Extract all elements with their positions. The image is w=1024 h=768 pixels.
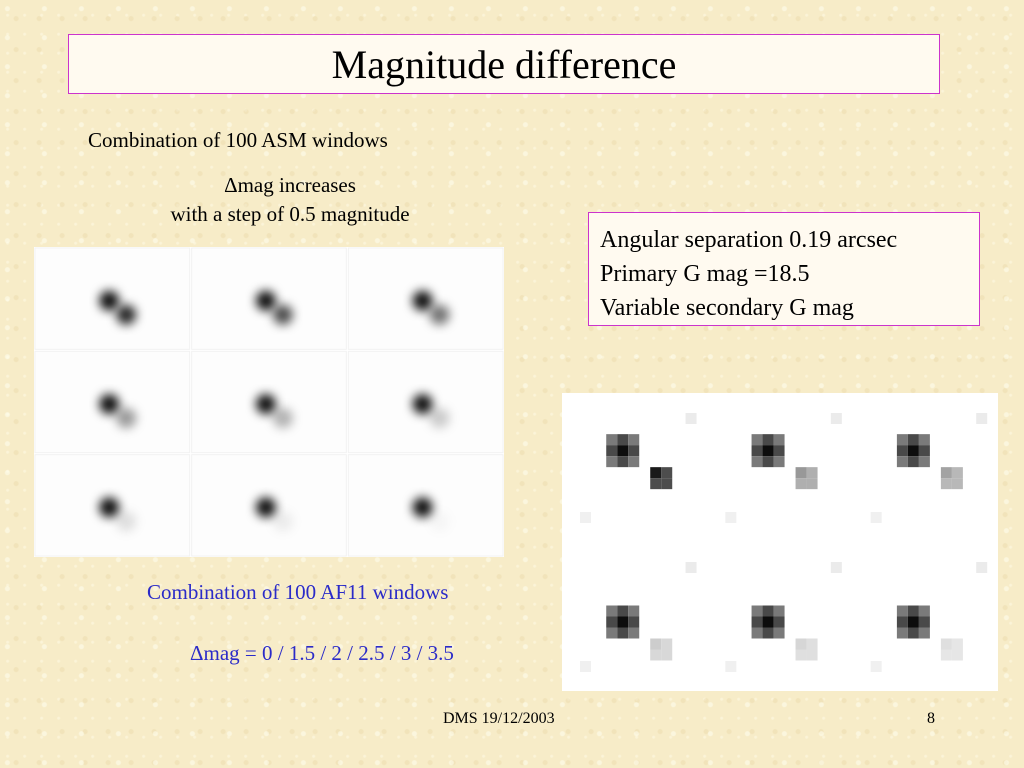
af-secondary-pixel — [807, 478, 818, 489]
af-primary-pixel — [763, 445, 774, 456]
af-primary-pixel — [617, 434, 628, 445]
af-secondary-pixel — [941, 478, 952, 489]
asm-subtitle: Combination of 100 ASM windows — [88, 128, 388, 152]
af-primary-pixel — [617, 617, 628, 628]
af11-delta-mag-values: Δmag = 0 / 1.5 / 2 / 2.5 / 3 / 3.5 — [190, 641, 454, 665]
asm-secondary-star — [273, 408, 293, 428]
af-primary-pixel — [919, 434, 930, 445]
af-primary-pixel — [897, 606, 908, 617]
af-primary-pixel — [606, 456, 617, 467]
asm-primary-star — [413, 291, 433, 311]
asm-secondary-star — [273, 305, 293, 325]
af-primary-pixel — [908, 628, 919, 639]
af-primary-pixel — [897, 617, 908, 628]
af-primary-pixel — [763, 628, 774, 639]
af-noise-pixel — [686, 413, 697, 424]
af-noise-pixel — [871, 512, 882, 523]
af-primary-pixel — [919, 456, 930, 467]
af-noise-pixel — [831, 413, 842, 424]
asm-secondary-star — [116, 511, 136, 531]
af-primary-pixel — [763, 434, 774, 445]
af-primary-pixel — [919, 617, 930, 628]
asm-primary-star — [99, 291, 119, 311]
asm-windows-svg — [34, 247, 504, 557]
af-secondary-pixel — [807, 639, 818, 650]
title-box — [68, 34, 940, 94]
af-primary-pixel — [919, 628, 930, 639]
af-primary-pixel — [752, 617, 763, 628]
af-primary-pixel — [908, 456, 919, 467]
af-secondary-pixel — [650, 478, 661, 489]
af-secondary-pixel — [650, 467, 661, 478]
af-secondary-pixel — [796, 639, 807, 650]
asm-primary-star — [413, 394, 433, 414]
af-noise-pixel — [725, 512, 736, 523]
asm-primary-star — [256, 291, 276, 311]
af11-windows-image — [562, 393, 998, 691]
af-primary-pixel — [752, 628, 763, 639]
af-primary-pixel — [908, 606, 919, 617]
af-primary-pixel — [628, 628, 639, 639]
page-number: 8 — [927, 710, 935, 727]
af-secondary-pixel — [650, 639, 661, 650]
af-primary-pixel — [617, 445, 628, 456]
af-secondary-pixel — [796, 650, 807, 661]
af-primary-pixel — [908, 434, 919, 445]
af-primary-pixel — [628, 606, 639, 617]
af-primary-pixel — [774, 606, 785, 617]
af-primary-pixel — [628, 434, 639, 445]
af-secondary-pixel — [952, 639, 963, 650]
delta-mag-note-line1: Δmag increases — [224, 173, 356, 197]
af-secondary-pixel — [941, 650, 952, 661]
af-primary-pixel — [763, 606, 774, 617]
af-primary-pixel — [617, 456, 628, 467]
af-secondary-pixel — [661, 650, 672, 661]
af-primary-pixel — [617, 606, 628, 617]
af-primary-pixel — [628, 456, 639, 467]
af-noise-pixel — [686, 562, 697, 573]
asm-secondary-star — [273, 511, 293, 531]
af-secondary-pixel — [952, 467, 963, 478]
af-primary-pixel — [774, 628, 785, 639]
af-primary-pixel — [897, 445, 908, 456]
asm-primary-star — [413, 497, 433, 517]
af-primary-pixel — [606, 445, 617, 456]
asm-secondary-star — [116, 408, 136, 428]
af-primary-pixel — [628, 617, 639, 628]
af-primary-pixel — [897, 434, 908, 445]
asm-primary-star — [256, 394, 276, 414]
af-secondary-pixel — [661, 478, 672, 489]
af-secondary-pixel — [650, 650, 661, 661]
af-noise-pixel — [725, 661, 736, 672]
af-secondary-pixel — [941, 467, 952, 478]
asm-secondary-star — [116, 305, 136, 325]
af-noise-pixel — [976, 562, 987, 573]
af11-caption: Combination of 100 AF11 windows — [147, 580, 449, 604]
af-secondary-pixel — [796, 467, 807, 478]
af-primary-pixel — [897, 628, 908, 639]
af11-windows-svg — [562, 393, 998, 691]
af-primary-pixel — [606, 434, 617, 445]
af-primary-pixel — [774, 617, 785, 628]
af-primary-pixel — [752, 434, 763, 445]
af-primary-pixel — [908, 445, 919, 456]
af-primary-pixel — [606, 617, 617, 628]
af-primary-pixel — [897, 456, 908, 467]
af-primary-pixel — [752, 456, 763, 467]
af-secondary-pixel — [796, 478, 807, 489]
af-secondary-pixel — [661, 467, 672, 478]
af-primary-pixel — [763, 617, 774, 628]
footer-date: DMS 19/12/2003 — [443, 710, 555, 727]
af-primary-pixel — [617, 628, 628, 639]
af-primary-pixel — [908, 617, 919, 628]
af-noise-pixel — [871, 661, 882, 672]
af-primary-pixel — [752, 606, 763, 617]
af-noise-pixel — [580, 661, 591, 672]
delta-mag-note-line2: with a step of 0.5 magnitude — [170, 202, 410, 226]
af-primary-pixel — [919, 606, 930, 617]
asm-windows-image — [34, 247, 504, 557]
af-primary-pixel — [919, 445, 930, 456]
asm-secondary-star — [430, 511, 450, 531]
af-secondary-pixel — [807, 467, 818, 478]
af-noise-pixel — [831, 562, 842, 573]
info-box — [588, 212, 980, 326]
af-primary-pixel — [752, 445, 763, 456]
asm-secondary-star — [430, 408, 450, 428]
af-primary-pixel — [606, 628, 617, 639]
asm-primary-star — [99, 497, 119, 517]
af-noise-pixel — [976, 413, 987, 424]
af-primary-pixel — [628, 445, 639, 456]
af-secondary-pixel — [661, 639, 672, 650]
asm-primary-star — [99, 394, 119, 414]
asm-primary-star — [256, 497, 276, 517]
af-primary-pixel — [774, 434, 785, 445]
af-noise-pixel — [580, 512, 591, 523]
asm-secondary-star — [430, 305, 450, 325]
slide-title: Magnitude difference — [331, 41, 677, 87]
af-secondary-pixel — [807, 650, 818, 661]
af-secondary-pixel — [952, 478, 963, 489]
af-primary-pixel — [606, 606, 617, 617]
af-secondary-pixel — [941, 639, 952, 650]
info-secondary-mag: Variable secondary G mag — [600, 295, 854, 321]
info-primary-mag: Primary G mag =18.5 — [600, 261, 810, 287]
af-secondary-pixel — [952, 650, 963, 661]
af-primary-pixel — [774, 456, 785, 467]
info-angular-separation: Angular separation 0.19 arcsec — [600, 227, 898, 253]
af-primary-pixel — [763, 456, 774, 467]
af-primary-pixel — [774, 445, 785, 456]
